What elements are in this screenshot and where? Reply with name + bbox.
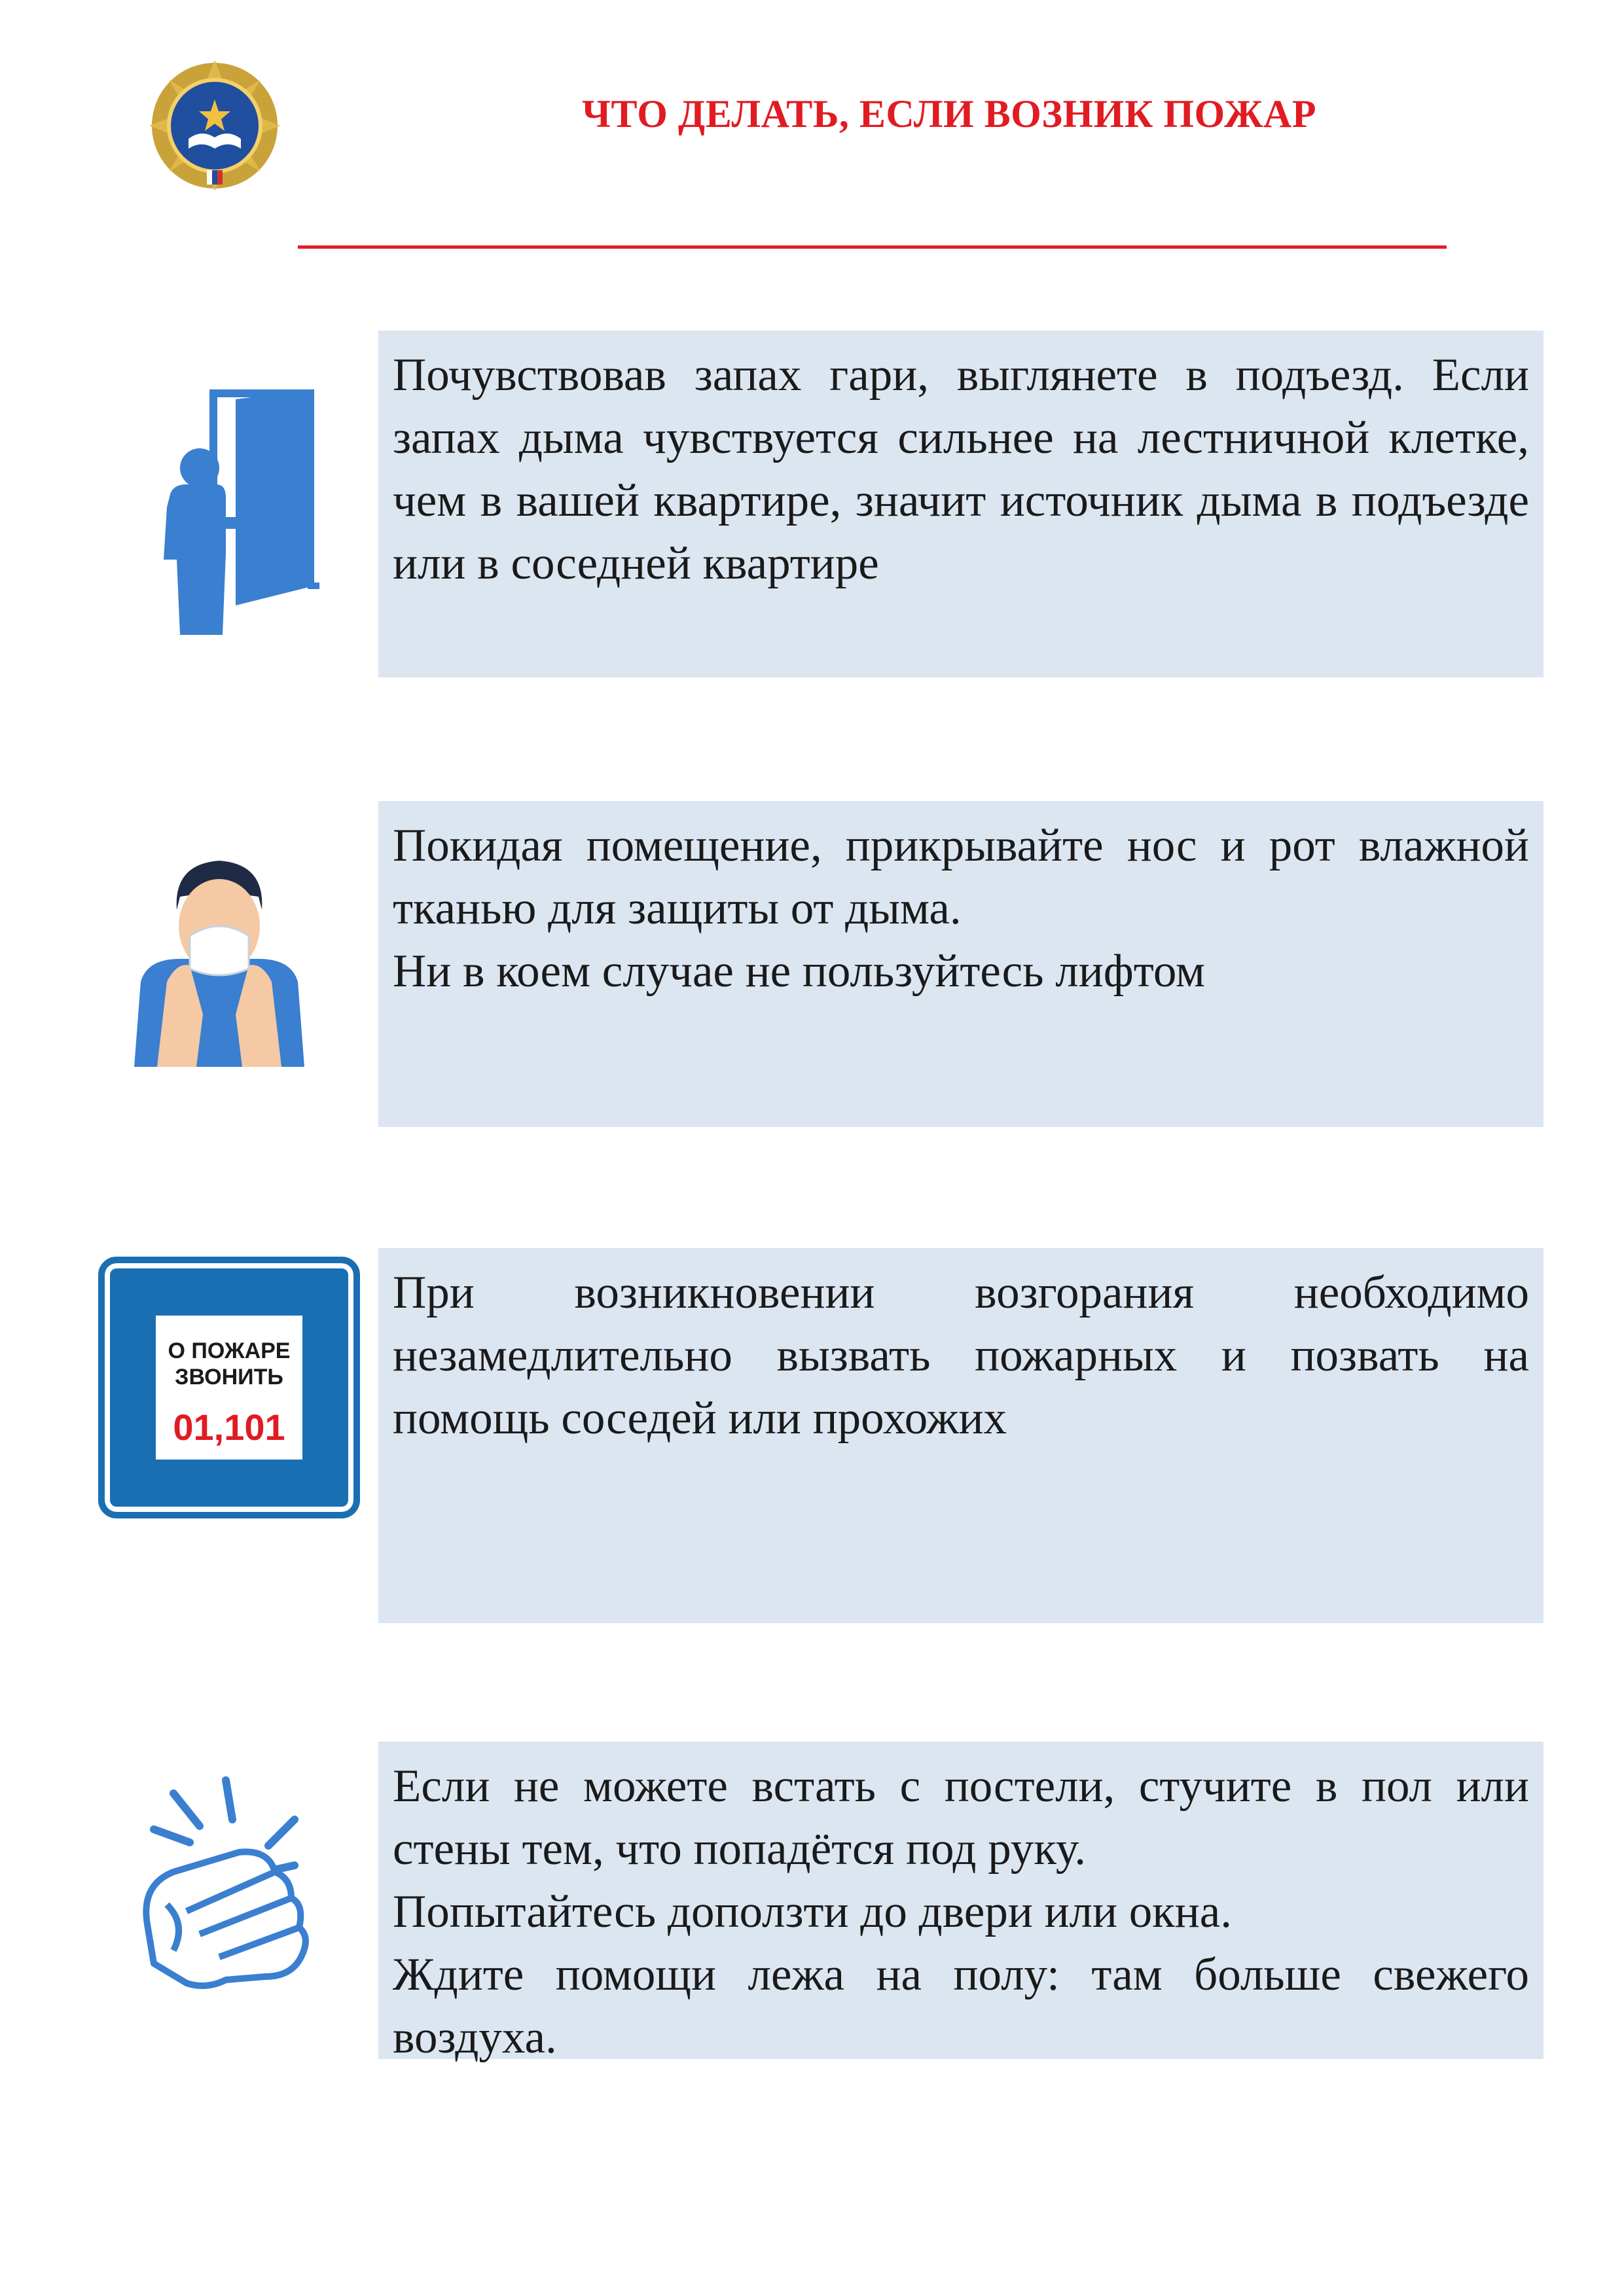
sign-number: 01,101 [173, 1407, 285, 1448]
card-text: Попытайтесь доползти до двери или окна. [393, 1886, 1233, 1937]
person-covering-face-icon [118, 851, 321, 1067]
person-opening-door-icon [137, 389, 327, 635]
info-card-call-firefighters [378, 1248, 1543, 1623]
emergency-ministry-emblem-icon [149, 60, 280, 191]
knocking-fist-icon [128, 1774, 324, 1996]
card-text: Почувствовав запах гари, выглянете в подъезд. Если запах дыма чувствуется сильнее на лестничной клетке, чем в вашей квартире, значит источник дыма в подъезде или в соседней квартире [393, 350, 1529, 589]
card-text: Ни в коем случае не пользуйтесь лифтом [393, 946, 1205, 997]
card-text: Ждите помощи лежа на полу: там больше свежего воздуха. [393, 1949, 1529, 2063]
fire-call-sign-icon [98, 1257, 360, 1518]
card-text: Если не можете встать с постели, стучите в пол или стены тем, что попадётся под руку. [393, 1761, 1529, 1874]
title-divider [298, 245, 1447, 249]
card-text: При возникновении возгорания необходимо незамедлительно вызвать пожарных и позвать на помощь соседей или прохожих [393, 1267, 1529, 1444]
info-card-smoke-check [378, 331, 1543, 677]
info-card-signal-for-help [378, 1742, 1543, 2063]
info-card-leaving-room [378, 801, 1543, 1127]
sign-panel [156, 1316, 302, 1460]
page-title: ЧТО ДЕЛАТЬ, ЕСЛИ ВОЗНИК ПОЖАР [582, 92, 1316, 135]
card-text: Покидая помещение, прикрывайте нос и рот влажной тканью для защиты от дыма. [393, 820, 1529, 934]
sign-line: О ПОЖАРЕ [168, 1338, 291, 1363]
sign-line: ЗВОНИТЬ [175, 1365, 283, 1390]
